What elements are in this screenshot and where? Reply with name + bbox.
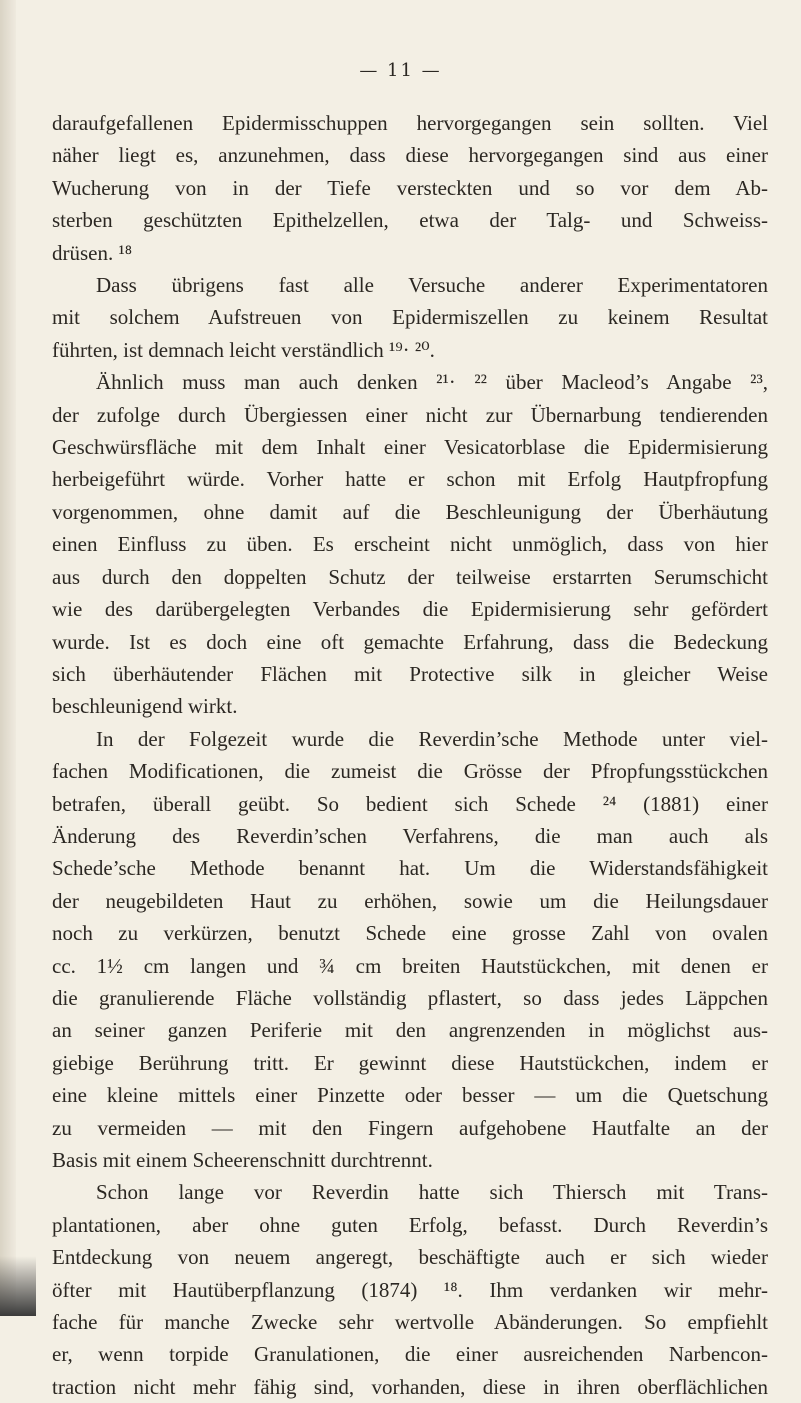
text-line: vorgenommen, ohne damit auf die Beschleunigung der Überhäutung <box>52 499 768 524</box>
text-line: öfter mit Hautüberpflanzung (1874) ¹⁸. Ihm verdanken wir mehr- <box>52 1277 768 1302</box>
binding-shadow <box>0 1256 36 1316</box>
text-line: Geschwürsfläche mit dem Inhalt einer Vesicatorblase die Epidermisierung <box>52 435 768 460</box>
text-line: fache für manche Zwecke sehr wertvolle Abänderungen. So empfiehlt <box>52 1310 768 1335</box>
page-edge-shadow <box>0 0 16 1316</box>
text-line: traction nicht mehr fähig sind, vorhanden, diese in ihren oberflächlichen <box>52 1374 768 1399</box>
text-line: sterben geschützten Epithelzellen, etwa der Talg- und Schweiss- <box>52 208 768 233</box>
text-line: giebige Berührung tritt. Er gewinnt diese Hautstückchen, indem er <box>52 1050 768 1075</box>
text-line: daraufgefallenen Epidermisschuppen hervorgegangen sein sollten. Viel <box>52 111 768 135</box>
text-line: zu vermeiden — mit den Fingern aufgehobene Hautfalte an der <box>52 1115 768 1140</box>
text-line: eine kleine mittels einer Pinzette oder besser — um die Quetschung <box>52 1083 768 1108</box>
text-line: der neugebildeten Haut zu erhöhen, sowie um die Heilungsdauer <box>52 888 768 913</box>
text-line: mit solchem Aufstreuen von Epidermiszellen zu keinem Resultat <box>52 305 768 330</box>
text-line: Schede’sche Methode benannt hat. Um die Widerstandsfähigkeit <box>52 856 768 881</box>
text-line: Wucherung von in der Tiefe versteckten und so vor dem Ab- <box>52 175 768 200</box>
text-line: cc. 1½ cm langen und ¾ cm breiten Hautstückchen, mit denen er <box>52 953 768 978</box>
text-line: sich überhäutender Flächen mit Protective silk in gleicher Weise <box>52 661 768 686</box>
text-line: wurde. Ist es doch eine oft gemachte Erfahrung, dass die Bedeckung <box>52 629 768 654</box>
paragraph-1 <box>52 107 768 269</box>
page-number: — 11 — <box>359 60 442 81</box>
paragraph-3 <box>52 366 768 722</box>
text-line: näher liegt es, anzunehmen, dass diese hervorgegangen sind aus einer <box>52 143 768 168</box>
text-line: noch zu verkürzen, benutzt Schede eine grosse Zahl von ovalen <box>52 921 768 946</box>
text-line: an seiner ganzen Periferie mit den angrenzenden in möglichst aus- <box>52 1018 768 1043</box>
paragraph-2 <box>52 269 768 366</box>
text-line: Änderung des Reverdin’schen Verfahrens, die man auch als <box>52 823 768 848</box>
text-line: betrafen, überall geübt. So bedient sich Schede ²⁴ (1881) einer <box>52 791 768 816</box>
paragraph-4 <box>52 723 768 1177</box>
text-line: aus durch den doppelten Schutz der teilweise erstarrten Serumschicht <box>52 564 768 589</box>
text-line: Ähnlich muss man auch denken ²¹· ²² über Macleod’s Angabe ²³, <box>96 370 768 395</box>
text-line: In der Folgezeit wurde die Reverdin’sche Methode unter viel- <box>96 726 768 751</box>
text-line: drüsen. ¹⁸ <box>52 240 133 265</box>
text-line: Entdeckung von neuem angeregt, beschäftigte auch er sich wieder <box>52 1245 768 1270</box>
text-line: einen Einfluss zu üben. Es erscheint nicht unmöglich, dass von hier <box>52 532 768 557</box>
text-line: beschleunigend wirkt. <box>52 694 238 719</box>
text-line: fachen Modificationen, die zumeist die Grösse der Pfropfungsstückchen <box>52 759 768 784</box>
text-line: Basis mit einem Scheerenschnitt durchtrennt. <box>52 1148 433 1172</box>
text-line: führten, ist demnach leicht verständlich ¹⁹· ²⁰. <box>52 337 435 362</box>
text-line: herbeigeführt würde. Vorher hatte er schon mit Erfolg Hautpfropfung <box>52 467 768 492</box>
text-line: wie des darübergelegten Verbandes die Epidermisierung sehr gefördert <box>52 597 768 622</box>
text-line: er, wenn torpide Granulationen, die einer ausreichenden Narbencon- <box>52 1342 768 1367</box>
paragraph-5 <box>52 1176 768 1403</box>
text-line: der zufolge durch Übergiessen einer nicht zur Übernarbung tendierenden <box>52 402 768 427</box>
text-line: plantationen, aber ohne guten Erfolg, befasst. Durch Reverdin’s <box>52 1212 768 1237</box>
text-line: Schon lange vor Reverdin hatte sich Thiersch mit Trans- <box>96 1180 768 1205</box>
body-text <box>52 107 768 1403</box>
text-line: die granulierende Fläche vollständig pflastert, so dass jedes Läppchen <box>52 985 768 1010</box>
text-line: Dass übrigens fast alle Versuche anderer Experimentatoren <box>96 273 768 298</box>
